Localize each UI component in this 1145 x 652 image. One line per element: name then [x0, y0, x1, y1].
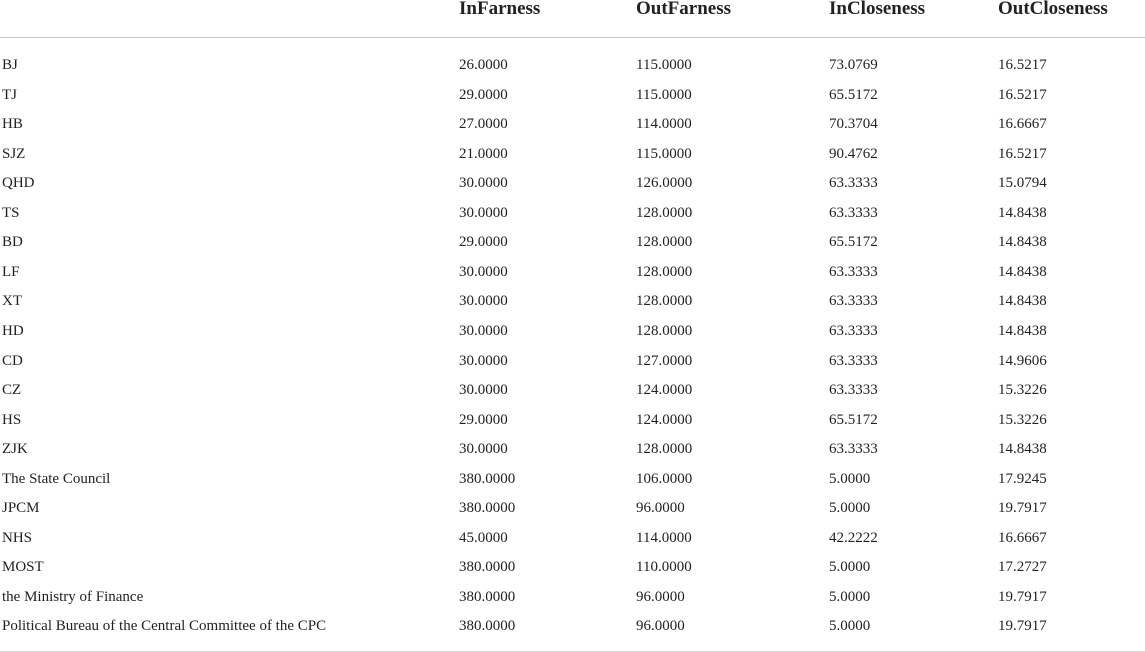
table-cell: 17.2727	[998, 559, 1047, 576]
table-cell: 5.0000	[829, 470, 871, 487]
table-cell: 14.8438	[998, 293, 1047, 310]
table-cell: 115.0000	[636, 86, 692, 103]
row-label: QHD	[2, 175, 35, 192]
table-cell: 42.2222	[829, 529, 878, 546]
table-cell: 29.0000	[459, 86, 508, 103]
row-label: TS	[2, 204, 20, 221]
row-label: NHS	[2, 529, 33, 546]
row-label: The State Council	[2, 470, 111, 487]
table-row	[0, 204, 1145, 234]
table-cell: 5.0000	[829, 618, 871, 635]
table-header	[0, 0, 1145, 38]
table-row	[0, 115, 1145, 145]
table-cell: 30.0000	[459, 293, 508, 310]
table-cell: 14.8438	[998, 204, 1047, 221]
table-cell: 14.8438	[998, 322, 1047, 339]
row-label: JPCM	[2, 500, 40, 517]
table-cell: 114.0000	[636, 116, 692, 133]
table-cell: 30.0000	[459, 263, 508, 280]
table-cell: 14.8438	[998, 263, 1047, 280]
table-cell: 5.0000	[829, 588, 871, 605]
table-cell: 19.7917	[998, 588, 1047, 605]
table-cell: 115.0000	[636, 145, 692, 162]
table-cell: 30.0000	[459, 352, 508, 369]
table-cell: 63.3333	[829, 293, 878, 310]
table-row	[0, 174, 1145, 204]
table-cell: 128.0000	[636, 204, 693, 221]
row-label: HS	[2, 411, 22, 428]
row-label: LF	[2, 263, 20, 280]
table-row	[0, 411, 1145, 441]
table-row	[0, 352, 1145, 382]
table-cell: 16.6667	[998, 529, 1047, 546]
table-row	[0, 499, 1145, 529]
table-cell: 17.9245	[998, 470, 1047, 487]
row-label: CD	[2, 352, 23, 369]
column-header-infarness: InFarness	[459, 0, 541, 19]
table-cell: 63.3333	[829, 263, 878, 280]
row-label: XT	[2, 293, 22, 310]
row-label: TJ	[2, 86, 17, 103]
table-cell: 128.0000	[636, 441, 693, 458]
table-cell: 16.6667	[998, 116, 1047, 133]
row-label: Political Bureau of the Central Committee of the CPC	[2, 618, 327, 635]
row-label: MOST	[2, 559, 44, 576]
table-cell: 115.0000	[636, 57, 692, 73]
table-cell: 30.0000	[459, 175, 508, 192]
table-cell: 380.0000	[459, 500, 516, 517]
table-row	[0, 233, 1145, 263]
table-cell: 65.5172	[829, 411, 878, 428]
table-cell: 19.7917	[998, 500, 1047, 517]
table-cell: 114.0000	[636, 529, 692, 546]
table-cell: 14.9606	[998, 352, 1047, 369]
table-cell: 19.7917	[998, 618, 1047, 635]
table-row	[0, 529, 1145, 559]
table-row	[0, 56, 1145, 86]
table-cell: 90.4762	[829, 145, 878, 162]
table-cell: 380.0000	[459, 559, 516, 576]
row-label: BJ	[2, 57, 18, 73]
table-cell: 63.3333	[829, 441, 878, 458]
table-cell: 5.0000	[829, 559, 871, 576]
table-cell: 16.5217	[998, 86, 1047, 103]
row-label: CZ	[2, 382, 22, 399]
row-label: SJZ	[2, 145, 26, 162]
table-row	[0, 617, 1145, 647]
table-cell: 380.0000	[459, 588, 516, 605]
row-label: BD	[2, 234, 23, 251]
row-label: ZJK	[2, 441, 28, 458]
table-cell: 15.3226	[998, 382, 1047, 399]
table-cell: 126.0000	[636, 175, 693, 192]
table-cell: 128.0000	[636, 263, 693, 280]
table-cell: 63.3333	[829, 175, 878, 192]
table-cell: 30.0000	[459, 322, 508, 339]
table-cell: 128.0000	[636, 322, 693, 339]
row-label: HB	[2, 116, 23, 133]
table-cell: 63.3333	[829, 382, 878, 399]
table-cell: 110.0000	[636, 559, 692, 576]
table-cell: 73.0769	[829, 57, 878, 73]
table-cell: 45.0000	[459, 529, 508, 546]
table-cell: 124.0000	[636, 382, 693, 399]
table-cell: 63.3333	[829, 322, 878, 339]
table-cell: 63.3333	[829, 204, 878, 221]
column-header-outcloseness: OutCloseness	[998, 0, 1108, 19]
table-cell: 380.0000	[459, 470, 516, 487]
table-cell: 128.0000	[636, 293, 693, 310]
table-cell: 96.0000	[636, 618, 685, 635]
table-cell: 5.0000	[829, 500, 871, 517]
table-row	[0, 588, 1145, 618]
table-row	[0, 558, 1145, 588]
table-cell: 106.0000	[636, 470, 693, 487]
table-cell: 14.8438	[998, 441, 1047, 458]
table-cell: 21.0000	[459, 145, 508, 162]
table-cell: 127.0000	[636, 352, 693, 369]
column-header-incloseness: InCloseness	[829, 0, 926, 19]
table-row	[0, 86, 1145, 116]
table-cell: 26.0000	[459, 57, 508, 73]
table-cell: 15.0794	[998, 175, 1047, 192]
table-row	[0, 145, 1145, 175]
table-cell: 63.3333	[829, 352, 878, 369]
table-cell: 65.5172	[829, 86, 878, 103]
table-cell: 96.0000	[636, 588, 685, 605]
column-header-outfarness: OutFarness	[636, 0, 731, 19]
table-row	[0, 440, 1145, 470]
table-row	[0, 322, 1145, 352]
row-label: the Ministry of Finance	[2, 588, 144, 605]
table-cell: 29.0000	[459, 411, 508, 428]
table-row	[0, 381, 1145, 411]
table-cell: 30.0000	[459, 441, 508, 458]
row-label: HD	[2, 322, 24, 339]
table-cell: 96.0000	[636, 500, 685, 517]
table-cell: 27.0000	[459, 116, 508, 133]
table-cell: 15.3226	[998, 411, 1047, 428]
table-cell: 30.0000	[459, 204, 508, 221]
table-cell: 30.0000	[459, 382, 508, 399]
table-cell: 16.5217	[998, 145, 1047, 162]
table-cell: 124.0000	[636, 411, 693, 428]
table-row	[0, 470, 1145, 500]
table-cell: 380.0000	[459, 618, 516, 635]
table-cell: 65.5172	[829, 234, 878, 251]
table-row	[0, 263, 1145, 293]
table-row	[0, 292, 1145, 322]
table-cell: 29.0000	[459, 234, 508, 251]
table-cell: 70.3704	[829, 116, 878, 133]
table-cell: 128.0000	[636, 234, 693, 251]
table-cell: 16.5217	[998, 57, 1047, 73]
table-cell: 14.8438	[998, 234, 1047, 251]
